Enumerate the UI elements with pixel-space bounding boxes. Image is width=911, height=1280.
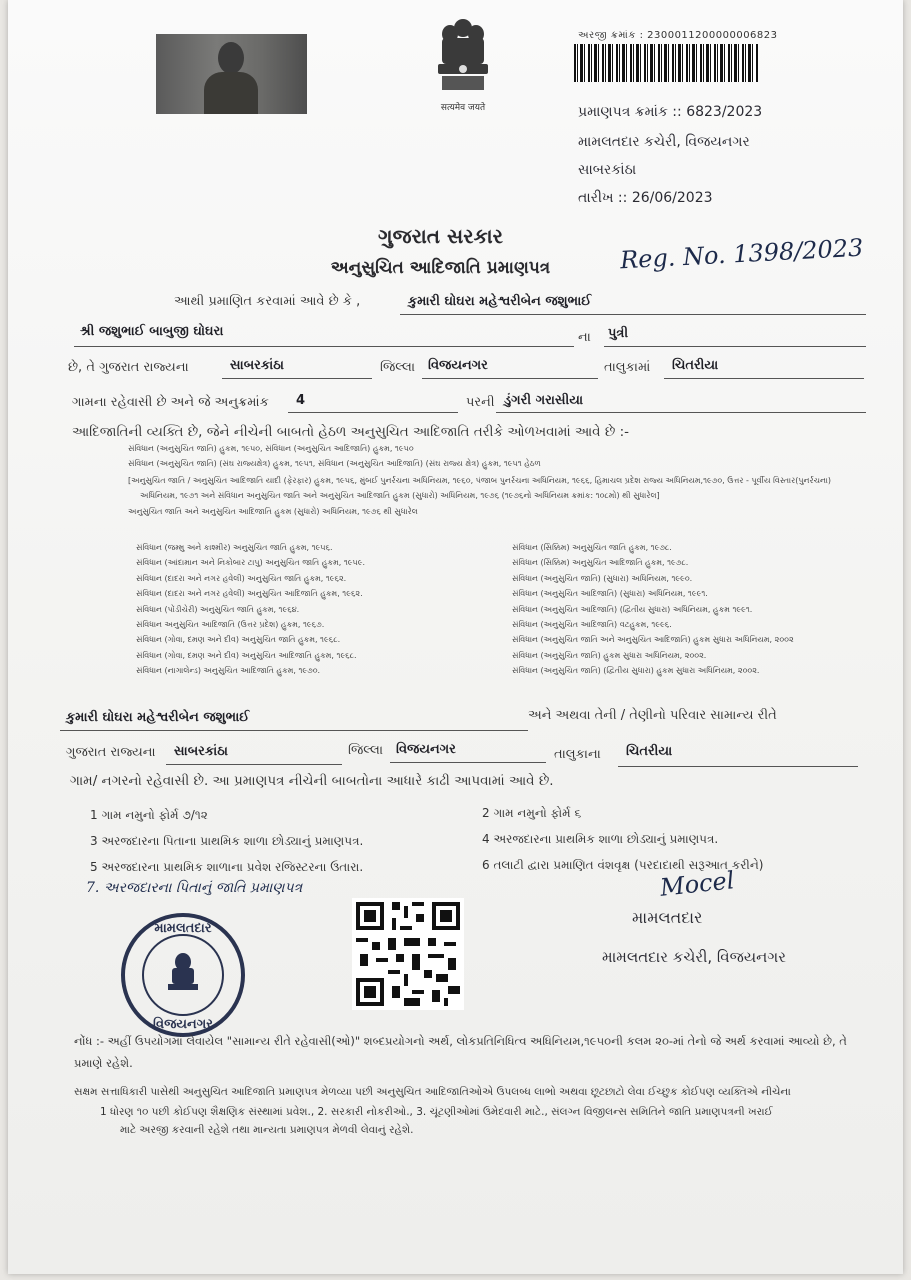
certificate-number: પ્રમાણપત્ર ક્રમાંક :: 6823/2023 [578, 104, 763, 120]
residence-state-prefix: ગુજરાત રાજ્યના [66, 745, 156, 760]
order-item: સંવિધાન (દાદરા અને નગર હવેલી) અનુસુચિત જાતિ હુકમ, ૧૯૬૨. [136, 573, 347, 583]
certificate-title: અનુસુચિત આદિજાતિ પ્રમાણપત્ર [330, 258, 551, 278]
office-line-1: મામલતદાર કચેરી, વિજયનગર [578, 134, 750, 150]
order-item: સંવિધાન (ગોવા, દમણ અને દીવ) અનુસુચિત જાતિ હુકમ, ૧૯૬૮. [136, 635, 341, 645]
serial-number: 4 [296, 393, 306, 408]
preamble-line: [અનુસુચિત જાતિ / અનુસુચિત આદિજાતિ યાદી (ફેરફાર) હુકમ, ૧૯૫૬, મુંબઈ પુનર્રચના અધિનિયમ, ૧૯૬૦, પંજાબ પુનર્રચના અધિનિયમ, ૧૯૬૬, હિમાચલ પ્રદેશ રાજ્ય અધિનિયમ,૧૯૭૦, ઉત્તર - પૂર્વીય વિસ્તાર(પુનર્રચના) [128, 476, 832, 485]
note-2-line-2: 1 ધોરણ ૧૦ પછી કોઈપણ શૈક્ષણિક સંસ્થામાં પ્રવેશ., 2. સરકારી નોકરીઓ., 3. ચૂંટણીઓમાં ઉમેદવારી માટે., સંલગ્ન વિજીલન્સ સમિતિને જાતિ પ્રમાણપત્રની ખરાઈ [100, 1106, 773, 1118]
order-item: સંવિધાન (ગોવા, દમણ અને દીવ) અનુસુચિત આદિજાતિ હુકમ, ૧૯૬૮. [136, 650, 357, 660]
orders-left [136, 540, 365, 679]
note-1-line-2: પ્રમાણે રહેશે. [74, 1056, 133, 1070]
order-item: સંવિધાન (અનુસુચિત આદિજાતિ) (સુધારા) અધિનિયમ, ૧૯૯૧. [512, 589, 708, 599]
father-name: શ્રી જશુભાઈ બાબુજી ઘોઘરા [80, 324, 224, 339]
basis-text: ગામ/ નગરનો રહેવાસી છે. આ પ્રમાણપત્ર નીચેની બાબતોના આધારે કાઢી આપવામાં આવે છે. [70, 773, 554, 789]
office-seal-icon [118, 910, 248, 1040]
seal-bottom-text: વિજયનગર [153, 1017, 213, 1032]
recognised-text: આદિજાતિની વ્યક્તિ છે, જેને નીચેની બાબતો હેઠળ અનુસુચિત આદિજાતિ તરીકે ઓળખવામાં આવે છે :- [72, 424, 630, 440]
residence-taluka-label: તાલુકાના [554, 747, 601, 762]
residence-district: સાબરકાંઠા [174, 744, 228, 759]
document-item: 6 તલાટી દ્વારા પ્રમાણિત વંશવૃક્ષ (પરદાદાથી સરૂઆત કરીને) [482, 858, 764, 872]
of-label: ના [578, 330, 591, 345]
qr-code-icon [352, 898, 464, 1010]
preamble-line: અધિનિયમ, ૧૯૭૧ અને સંવિધાન અનુસુચિત જાતિ અને અનુસુચિત આદિજાતિ હુકમ (સુધારો) અધિનિયમ, ૧૯૭૬ (૧૯૭૬નો અધિનિયમ ક્રમાંક: ૧૦૮મો) થી સુધારેલ] [140, 491, 660, 500]
order-item: સંવિધાન (નાગાલેન્ડ) અનુસુચિત આદિજાતિ હુકમ, ૧૯૭૦. [136, 666, 321, 676]
order-item: સંવિધાન (દાદરા અને નગર હવેલી) અનુસુચિત આદિજાતિ હુકમ, ૧૯૬૨. [136, 589, 363, 599]
residence-taluka: વિજયનગર [396, 742, 456, 757]
order-item: સંવિધાન (અનુસુચિત જાતિ) (દ્વિતીય સુધારા) હુકમ સુધારા અધિનિયમ, ૨૦૦૨. [512, 666, 760, 676]
residence-district-label: જિલ્લા [348, 743, 384, 758]
residence-name: કુમારી ઘોઘરા મહેશ્વરીબેન જશુભાઈ [66, 710, 250, 725]
order-item: સંવિધાન (સિક્કિમ) અનુસુચિત જાતિ હુકમ, ૧૯૭૮. [512, 543, 672, 552]
order-item: સંવિધાન (આંદામાન અને નિકોબાર ટાપુ) અનુસુચિત જાતિ હુકમ, ૧૯૫૯. [136, 558, 366, 568]
order-item: સંવિધાન (અનુસુચિત જાતિ અને અનુસુચિત આદિજાતિ) હુકમ સુધારા અધિનિયમ, ૨૦૦૨ [512, 635, 794, 645]
barcode [574, 44, 758, 82]
applicant-photo [156, 34, 307, 114]
district-label: જિલ્લા [380, 360, 416, 375]
family-text: અને અથવા તેની / તેણીનો પરિવાર સામાન્ય રીતે [528, 708, 777, 723]
order-item: સંવિધાન (સિક્કિમ) અનુસુચિત આદિજાતિ હુકમ, ૧૯૭૮. [512, 558, 689, 568]
taluka-label: તાલુકામાં [604, 360, 651, 375]
orders-right [512, 540, 794, 679]
order-item: સંવિધાન (અનુસુચિત જાતિ) (સુધારા) અધિનિયમ, ૧૯૯૦. [512, 573, 693, 583]
order-item: સંવિધાન (જમ્મુ અને કાશ્મીર) અનુસુચિત જાતિ હુકમ, ૧૯૫૬. [136, 543, 333, 552]
order-item: સંવિધાન (અનુસુચિત આદિજાતિ) વટહુકમ, ૧૯૯૬. [512, 620, 672, 630]
village: ચિતરીયા [672, 358, 719, 373]
document-item: 1 ગામ નમુનો ફોર્મ ૭/૧૨ [90, 808, 208, 822]
state-prefix: છે, તે ગુજરાત રાજ્યના [68, 360, 189, 375]
note-1-line-1: નોંધ :- અહીં ઉપયોગમાં લેવાયેલ "સામાન્ય રીતે રહેવાસી(ઓ)" શબ્દપ્રયોગનો અર્થ, લોકપ્રતિનિધિત્વ અધિનિયમ,૧૯૫૦ની કલમ ૨૦-માં તેનો જે અર્થ કરવામાં આવ્યો છે, તે [74, 1034, 847, 1048]
document-item: 3 અરજદારના પિતાના પ્રાથમિક શાળા છોડ્યાનું પ્રમાણપત્ર. [90, 834, 364, 848]
taluka: વિજયનગર [428, 358, 488, 373]
document-item: 5 અરજદારના પ્રાથમિક શાળાના પ્રવેશ રજિસ્ટરના ઉતારા. [90, 860, 364, 874]
application-number: અરજી ક્રમાંક : 2300011200000006823 [578, 30, 778, 41]
certificate-page [8, 0, 903, 1274]
applicant-name: કુમારી ઘોઘરા મહેશ્વરીબેન જશુભાઈ [408, 294, 592, 309]
order-item: સંવિધાન (પોંડીચેરી) અનુસુચિત જાતિ હુકમ, ૧૯૬૪. [136, 604, 300, 614]
signatory-title: મામલતદાર [632, 908, 703, 927]
preamble-line: સંવિધાન (અનુસુચિત જાતિ) (સંઘ રાજ્યક્ષેત્ર) હુકમ, ૧૯૫૧, સંવિધાન (અનુસુચિત આદિજાતિ) (સંઘ રાજ્ય ક્ષેત્ર) હુકમ, ૧૯૫૧ હેઠળ [128, 459, 541, 468]
emblem-caption: सत्यमेव जयते [440, 103, 486, 113]
district: સાબરકાંઠા [230, 358, 284, 373]
national-emblem-icon [428, 16, 498, 96]
signature-mark: Mocel [658, 866, 736, 902]
certify-text: આથી પ્રમાણિત કરવામાં આવે છે કે , [174, 294, 361, 309]
handwritten-reg-number: Reg. No. 1398/2023 [619, 233, 864, 275]
of-text: પરની [466, 395, 495, 410]
tribe-name: ડુંગરી ગરાસીયા [504, 393, 584, 408]
note-2-line-1: સક્ષમ સત્તાધિકારી પાસેથી અનુસુચિત આદિજાતિ પ્રમાણપત્ર મેળવ્યા પછી અનુસુચિત આદિજાતિઓએ ઉપલબ્ધ લાભો અથવા છૂટછાટો લેવા ઈચ્છુક કોઈપણ વ્યક્તિએ નીચેના [74, 1086, 791, 1098]
resident-text: ગામના રહેવાસી છે અને જે અનુક્રમાંક [72, 395, 269, 410]
order-item: સંવિધાન અનુસુચિત આદિજાતિ (ઉત્તર પ્રદેશ) હુકમ, ૧૯૬૭. [136, 620, 325, 630]
preamble-line: સંવિધાન (અનુસુચિત જાતિ) હુકમ, ૧૯૫૦, સંવિધાન (અનુસુચિત આદિજાતિ) હુકમ, ૧૯૫૦ [128, 444, 414, 453]
document-item: 2 ગામ નમુનો ફોર્મ ૬ [482, 806, 582, 820]
order-item: સંવિધાન (અનુસુચિત આદિજાતિ) (દ્વિતીય સુધારા) અધિનિયમ, હુકમ ૧૯૯૧. [512, 604, 753, 614]
order-item: સંવિધાન (અનુસુચિત જાતિ) હુકમ સુધારા અધિનિયમ, ૨૦૦૨. [512, 650, 707, 660]
handwritten-note: 7. અરજદારના પિતાનું જાતિ પ્રમાણપત્ર [86, 880, 303, 896]
document-item: 4 અરજદારના પ્રાથમિક શાળા છોડ્યાનું પ્રમાણપત્ર. [482, 832, 719, 846]
relation: પુત્રી [608, 326, 629, 341]
issue-date: તારીખ :: 26/06/2023 [578, 190, 713, 206]
seal-top-text: મામલતદાર [154, 921, 212, 936]
signatory-office: મામલતદાર કચેરી, વિજયનગર [602, 948, 786, 966]
preamble-line: અનુસુચિત જાતિ અને અનુસુચિત આદિજાતિ હુકમ (સુધારો) અધિનિયમ, ૧૯૭૬ થી સુધારેલ [128, 507, 418, 516]
note-2-line-3: માટે અરજી કરવાની રહેશે તથા માન્યતા પ્રમાણપત્ર મેળવી લેવાનું રહેશે. [120, 1124, 414, 1136]
residence-village: ચિતરીયા [626, 744, 673, 759]
government-title: ગુજરાત સરકાર [378, 224, 503, 248]
office-line-2: સાબરકાંઠા [578, 162, 637, 178]
